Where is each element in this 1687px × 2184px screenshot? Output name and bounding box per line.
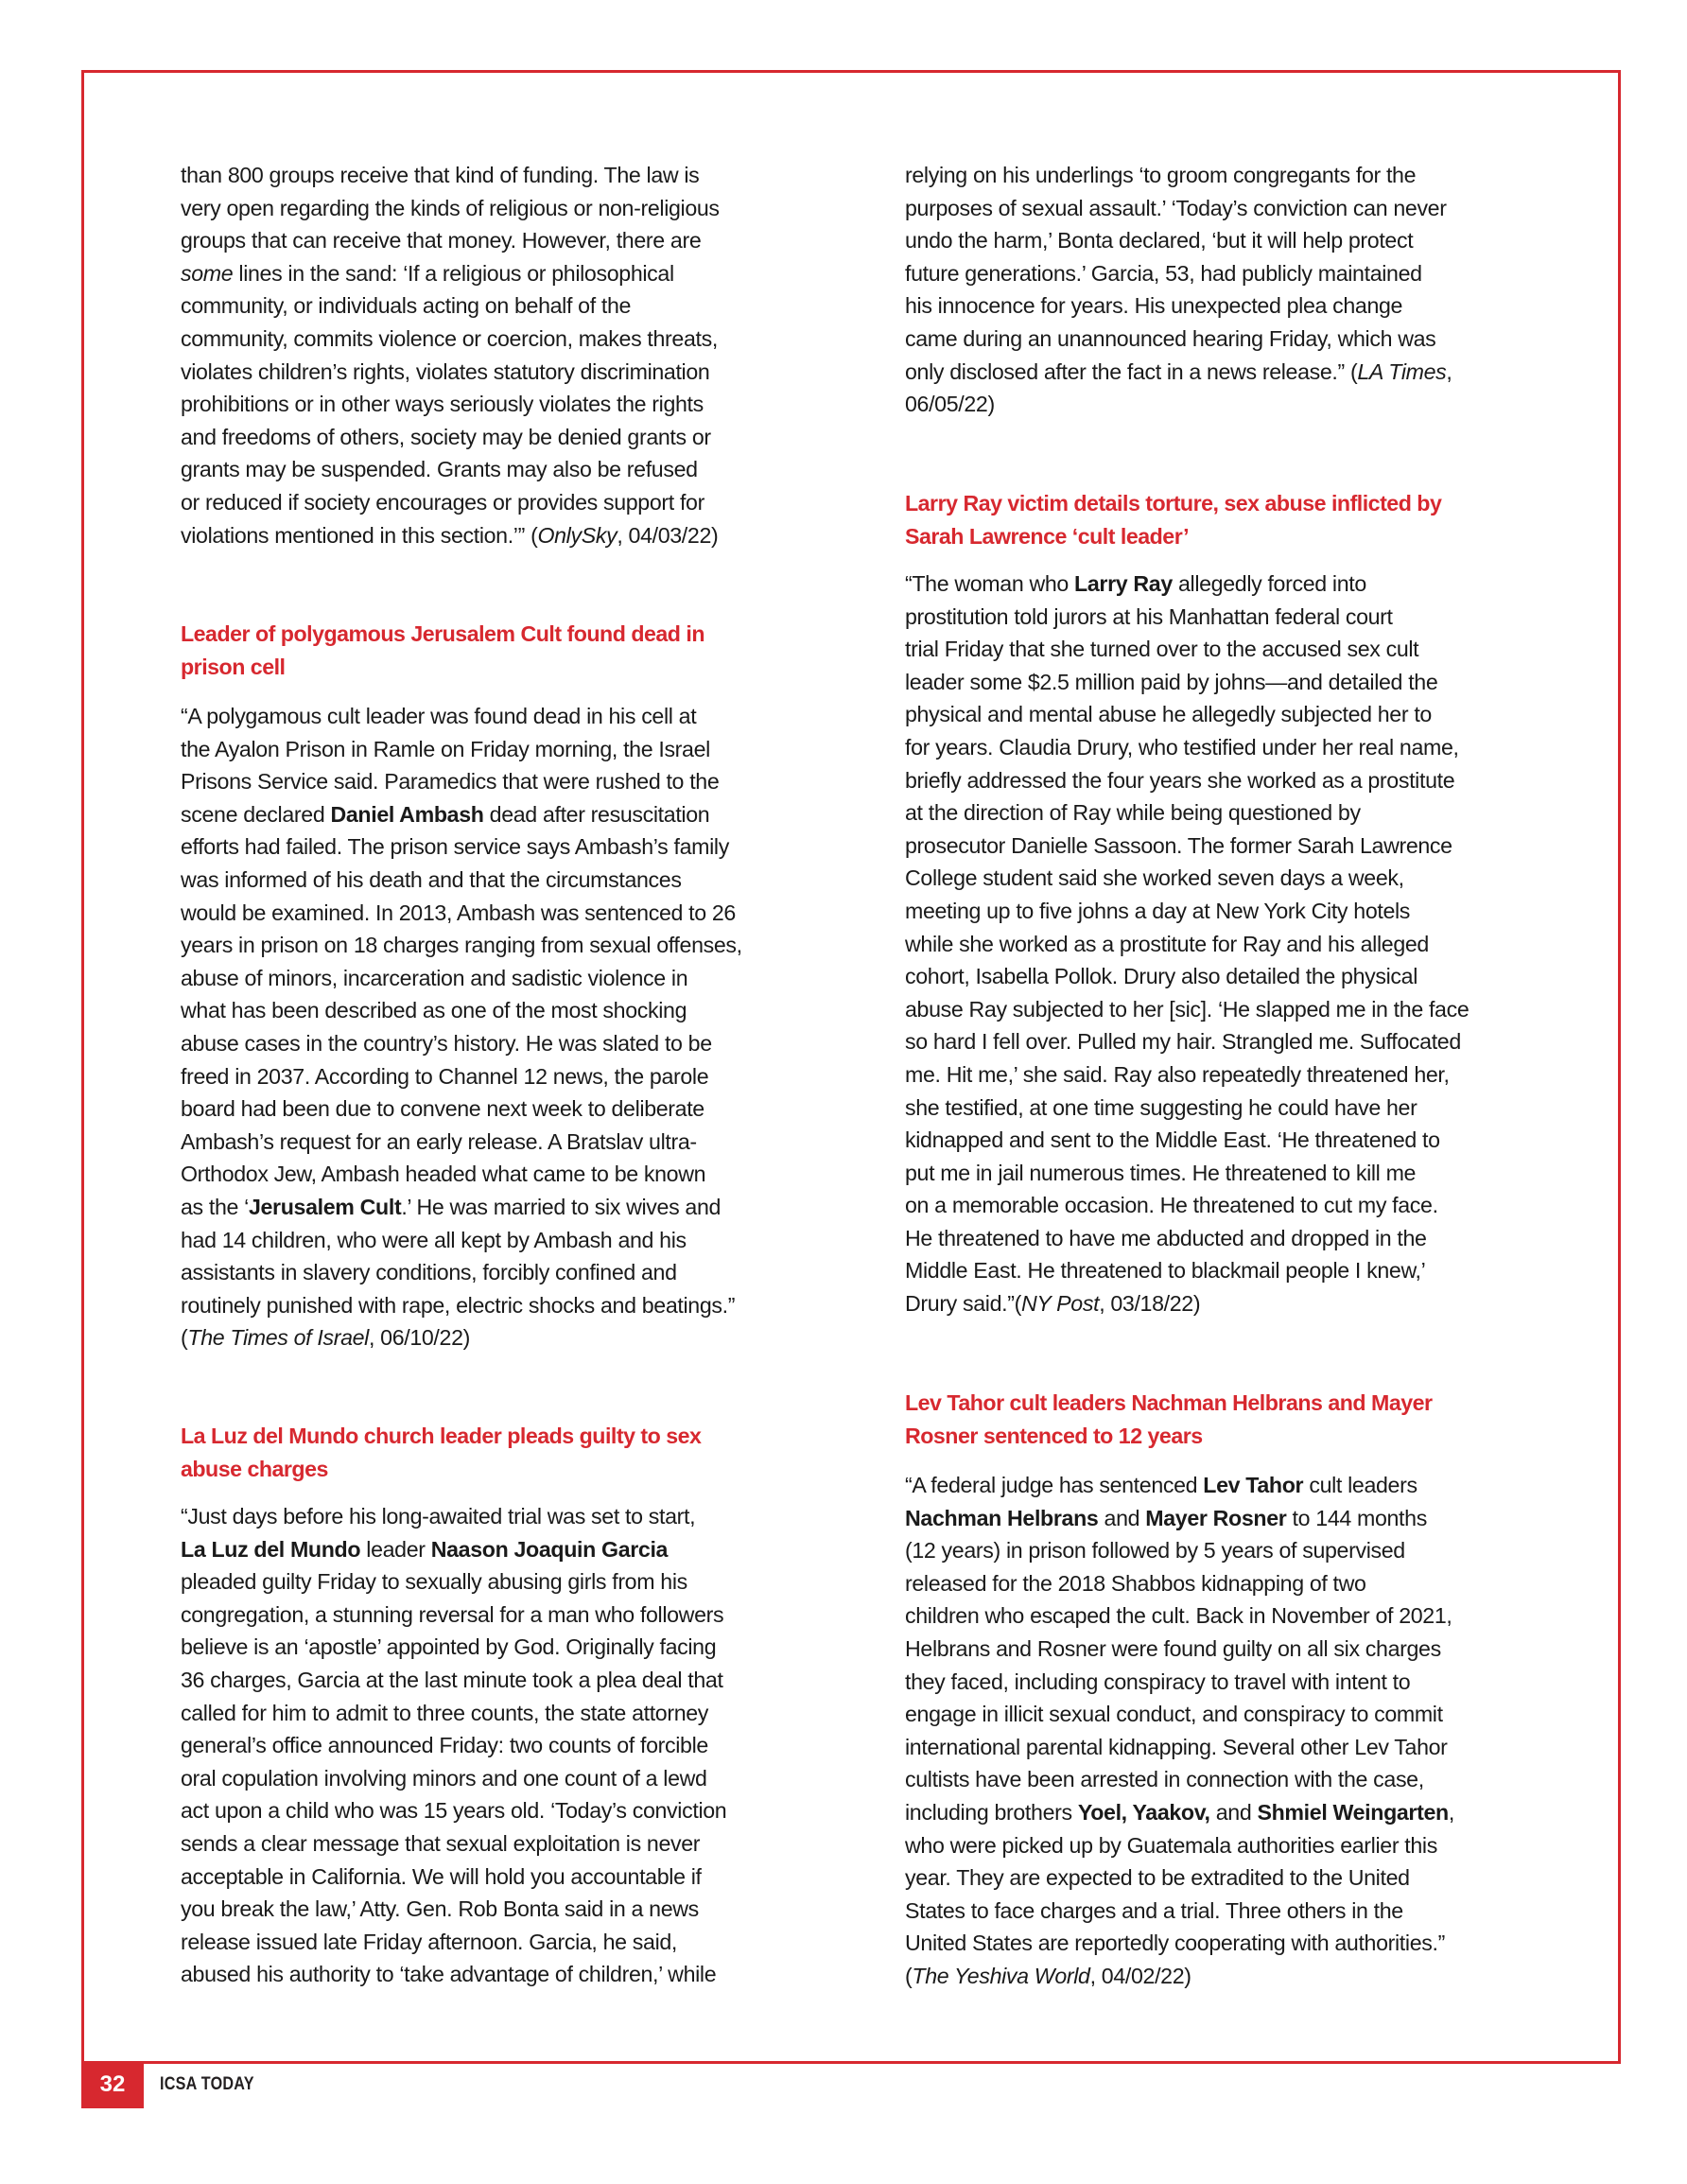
text-line [181,159,795,192]
text-line [181,1060,795,1093]
text-run: his innocence for years. His unexpected plea change [905,293,1403,319]
text-line [181,388,795,421]
bold-name: Jerusalem Cult [248,1194,402,1219]
text-run: Leader of polygamous Jerusalem Cult found dead in [181,621,704,646]
heading-line [905,1387,1520,1420]
bold-name: Yoel, Yaakov, [1077,1799,1210,1825]
text-run: briefly addressed the four years she worked as a prostitute [905,767,1455,793]
text-run: leader some $2.5 million paid by johns—and detailed the [905,669,1438,694]
text-run: allegedly forced into [1172,571,1366,596]
text-run: dead after resuscitation [483,801,710,827]
text-run: had 14 children, who were all kept by Ambash and his [181,1227,687,1252]
text-run: she testified, at one time suggesting he could have her [905,1094,1417,1120]
text-line [905,1698,1520,1731]
text-run: future generations.’ Garcia, 53, had publicly maintained [905,260,1422,286]
text-run: the Ayalon Prison in Ramle on Friday morning, the Israel [181,736,710,761]
text-run: who were picked up by Guatemala authorities earlier this [905,1832,1437,1858]
text-line [905,568,1520,601]
bold-name: Nachman Helbrans [905,1505,1099,1530]
heading-line [181,1453,795,1486]
text-run: , [1448,1799,1454,1825]
text-line [905,960,1520,993]
text-run: years in prison on 18 charges ranging from sexual offenses, [181,933,742,958]
text-run: and [1098,1505,1146,1530]
text-line [181,1958,795,1991]
text-run: put me in jail numerous times. He threatened to kill me [905,1160,1417,1185]
text-line [181,1631,795,1664]
text-line [905,731,1520,764]
text-run: “A polygamous cult leader was found dead in his cell at [181,704,697,728]
text-run: (12 years) in prison followed by 5 years of supervised [905,1538,1405,1564]
text-line [905,1254,1520,1287]
text-run: He threatened to have me abducted and dropped in the [905,1225,1427,1250]
text-line [905,1927,1520,1960]
text-line [181,1256,795,1289]
text-run: they faced, including conspiracy to travel with intent to [905,1669,1411,1694]
text-run: assistants in slavery conditions, forcibly confined and [181,1260,677,1285]
text-run: came during an unannounced hearing Friday, which was [905,325,1436,351]
text-line [905,224,1520,257]
text-run: undo the harm,’ Bonta declared, ‘but it will help protect [905,228,1414,253]
text-run: trial Friday that she turned over to the accused sex cult [905,637,1419,662]
text-line [181,798,795,831]
text-run: oral copulation involving minors and one count of a lewd [181,1765,707,1791]
text-run: , 04/03/22) [617,522,719,548]
text-line [905,1222,1520,1255]
text-run: .’ He was married to six wives and [401,1194,722,1219]
text-run: cohort, Isabella Pollok. Drury also detailed the physical [905,964,1417,989]
text-line [905,862,1520,895]
text-run: general’s office announced Friday: two counts of forcible [181,1733,708,1758]
text-line [905,1829,1520,1862]
text-line [905,1567,1520,1600]
heading-line [181,618,795,651]
text-run: scene declared [181,801,331,827]
text-line [905,1763,1520,1796]
heading-line [181,1420,795,1453]
text-run: international parental kidnapping. Several other Lev Tahor [905,1734,1448,1759]
text-run: on a memorable occasion. He threatened to cut my face. [905,1193,1438,1218]
bold-name: Daniel Ambash [330,801,484,827]
text-line [181,733,795,766]
italic-source: NY Post [1021,1291,1100,1317]
text-run: ( [905,1963,913,1988]
text-run: , 06/10/22) [368,1325,470,1351]
article-body-jerusalem-cult [181,700,795,1354]
text-run: physical and mental abuse he allegedly subjected her to [905,702,1432,727]
text-line [905,698,1520,731]
text-line [905,1469,1520,1502]
publication-title: ICSA TODAY [160,2074,254,2094]
text-line [905,1287,1520,1320]
text-line [181,1224,795,1257]
text-line [905,159,1520,192]
text-line [181,519,795,552]
text-run: “Just days before his long-awaited trial was set to start, [181,1504,696,1529]
text-line [905,289,1520,323]
italic-source: LA Times [1357,358,1447,384]
text-run: to 144 months [1286,1505,1427,1530]
text-run: freed in 2037. According to Channel 12 news, the parole [181,1063,709,1089]
text-line [181,897,795,930]
text-run: and [1209,1799,1258,1825]
text-line [905,1124,1520,1157]
text-run: me. Hit me,’ she said. Ray also repeatedly threatened her, [905,1061,1450,1087]
text-line [181,1827,795,1861]
text-run: abuse of minors, incarceration and sadistic violence in [181,965,688,990]
text-line [905,1092,1520,1125]
text-run: routinely punished with rape, electric shocks and beatings.” [181,1292,736,1318]
text-run: La Luz del Mundo church leader pleads guilty to sex [181,1424,702,1448]
text-line [905,1633,1520,1666]
article-continuation-body-la-luz [905,159,1520,421]
text-run: prostitution told jurors at his Manhattan federal court [905,603,1393,629]
text-run: sends a clear message that sexual exploitation is never [181,1830,701,1856]
text-run: abuse cases in the country’s history. He was slated to be [181,1030,712,1056]
text-line [181,864,795,897]
text-run: while she worked as a prostitute for Ray and his alleged [905,931,1429,956]
text-line [181,1158,795,1191]
text-line [181,1565,795,1599]
text-line [181,192,795,225]
text-run: congregation, a stunning reversal for a man who followers [181,1601,724,1627]
text-run: at the direction of Ray while being questioned by [905,800,1361,826]
bold-name: La Luz del Mundo [181,1536,361,1562]
text-line [181,1664,795,1697]
text-line [905,666,1520,699]
text-run: what has been described as one of the most shocking [181,998,687,1023]
text-line [181,1092,795,1126]
article-body-la-luz-del-mundo [181,1500,795,1991]
text-line [905,993,1520,1026]
text-run: abuse charges [181,1456,328,1481]
text-line [905,1960,1520,1993]
text-run: including brothers [905,1799,1078,1825]
italic-source: The Times of Israel [187,1325,369,1351]
text-line [905,323,1520,356]
article-heading-jerusalem-cult [181,618,795,683]
text-run: Drury said.”( [905,1291,1021,1317]
text-run: release issued late Friday afternoon. Garcia, he said, [181,1929,678,1954]
text-line [905,1025,1520,1058]
text-run: , 04/02/22) [1089,1963,1191,1988]
text-run: Rosner sentenced to 12 years [905,1423,1203,1448]
text-run: Sarah Lawrence ‘cult leader’ [905,523,1190,549]
text-run: you break the law,’ Atty. Gen. Rob Bonta said in a news [181,1896,699,1922]
text-run: pleaded guilty Friday to sexually abusing girls from his [181,1569,687,1595]
text-run: only disclosed after the fact in a news release.” ( [905,358,1358,384]
page-number-badge [81,2061,144,2108]
text-run: year. They are expected to be extradited to the United [905,1865,1410,1891]
text-line [181,1027,795,1060]
text-line [181,224,795,257]
page-number: 32 [99,2071,126,2097]
text-line [181,486,795,519]
heading-line [905,1420,1520,1453]
text-run: kidnapped and sent to the Middle East. ‘He threatened to [905,1127,1440,1153]
text-run: “A federal judge has sentenced [905,1473,1204,1497]
text-line [181,1321,795,1354]
text-run: than 800 groups receive that kind of funding. The law is [181,163,700,187]
text-line [181,929,795,962]
heading-line [905,487,1520,520]
text-line [181,1893,795,1926]
text-line [905,928,1520,961]
text-run: College student said she worked seven days a week, [905,865,1404,891]
text-run: , [1446,358,1452,384]
text-run: relying on his underlings ‘to groom congregants for the [905,163,1417,187]
text-line [181,257,795,290]
text-line [181,1861,795,1894]
text-line [905,388,1520,421]
article-continuation-body [181,159,795,551]
text-run: grants may be suspended. Grants may also be refused [181,457,698,482]
text-run: called for him to admit to three counts, the state attorney [181,1700,709,1725]
text-run: abuse Ray subjected to her [sic]. ‘He slapped me in the face [905,996,1470,1022]
text-run: United States are reportedly cooperating with authorities.” [905,1931,1445,1956]
heading-line [181,651,795,684]
text-run: so hard I fell over. Pulled my hair. Strangled me. Suffocated [905,1029,1461,1055]
text-line [181,1289,795,1322]
text-run: community, or individuals acting on behalf of the [181,293,632,319]
text-line [905,1599,1520,1633]
bold-name: Naason Joaquin Garcia [430,1536,669,1562]
text-line [905,633,1520,666]
text-run: Lev Tahor cult leaders Nachman Helbrans and Mayer [905,1390,1433,1415]
text-run: lines in the sand: ‘If a religious or philosophical [233,260,674,286]
text-line [181,1729,795,1762]
text-run: leader [360,1536,431,1562]
text-run: was informed of his death and that the circumstances [181,866,682,892]
text-line [905,601,1520,634]
text-line [905,1895,1520,1928]
text-run: prosecutor Danielle Sassoon. The former Sarah Lawrence [905,832,1452,858]
text-run: violations mentioned in this section.’” ( [181,522,538,548]
text-line [181,1926,795,1959]
text-run: , 03/18/22) [1099,1291,1201,1317]
text-run: Prisons Service said. Paramedics that were rushed to the [181,769,720,795]
text-line [905,257,1520,290]
article-body-larry-ray [905,568,1520,1320]
text-line [181,453,795,486]
text-run: prohibitions or in other ways seriously violates the rights [181,392,704,417]
text-line [905,796,1520,830]
text-run: cultists have been arrested in connection with the case, [905,1767,1424,1792]
text-run: Helbrans and Rosner were found guilty on all six charges [905,1635,1441,1661]
text-run: ( [181,1325,188,1351]
text-line [181,994,795,1027]
text-line [181,1599,795,1632]
text-line [905,1189,1520,1222]
text-line [905,356,1520,389]
bold-name: Larry Ray [1074,571,1173,596]
text-line [181,1533,795,1566]
text-line [181,356,795,389]
text-run: efforts had failed. The prison service says Ambash’s family [181,834,729,860]
article-heading-lev-tahor [905,1387,1520,1452]
text-run: believe is an ‘apostle’ appointed by God. Originally facing [181,1634,717,1660]
text-run: violates children’s rights, violates statutory discrimination [181,358,710,384]
text-run: Middle East. He threatened to blackmail people I knew,’ [905,1258,1426,1284]
text-run: for years. Claudia Drury, who testified under her real name, [905,734,1459,760]
italic-source: OnlySky [537,522,617,548]
text-run: released for the 2018 Shabbos kidnapping of two [905,1570,1366,1596]
text-run: engage in illicit sexual conduct, and conspiracy to commit [905,1702,1443,1727]
text-run: States to face charges and a trial. Three others in the [905,1897,1403,1923]
text-line [905,1534,1520,1567]
text-line [905,1502,1520,1535]
text-line [905,895,1520,928]
text-run: prison cell [181,654,286,679]
text-run: and freedoms of others, society may be denied grants or [181,424,711,449]
text-run: cult leaders [1303,1473,1417,1497]
text-run: board had been due to convene next week to deliberate [181,1096,704,1122]
text-run: community, commits violence or coercion, makes threats, [181,325,718,351]
text-line [181,962,795,995]
text-line [905,1058,1520,1092]
text-run: meeting up to five johns a day at New York City hotels [905,898,1411,923]
text-line [905,1666,1520,1699]
text-line [181,1126,795,1159]
text-line [905,1731,1520,1764]
text-line [905,830,1520,863]
italic-source: The Yeshiva World [912,1963,1090,1988]
bold-name: Shmiel Weingarten [1257,1799,1449,1825]
text-line [181,323,795,356]
text-run: purposes of sexual assault.’ ‘Today’s conviction can never [905,195,1447,220]
text-run: acceptable in California. We will hold you accountable if [181,1863,702,1889]
text-line [905,192,1520,225]
heading-line [905,520,1520,553]
text-run: groups that can receive that money. However, there are [181,228,702,253]
text-run: or reduced if society encourages or provides support for [181,489,704,515]
text-run: as the ‘ [181,1194,249,1219]
text-run: “The woman who [905,571,1075,596]
article-body-lev-tahor [905,1469,1520,1993]
text-line [181,700,795,733]
text-run: very open regarding the kinds of religious or non-religious [181,195,720,220]
text-line [905,1157,1520,1190]
text-line [181,1794,795,1827]
italic-source: some [181,260,234,286]
text-line [181,289,795,323]
bold-name: Mayer Rosner [1145,1505,1287,1530]
text-line [905,1796,1520,1829]
text-run: act upon a child who was 15 years old. ‘Today’s conviction [181,1798,727,1824]
text-run: would be examined. In 2013, Ambash was sentenced to 26 [181,900,736,925]
article-heading-la-luz-del-mundo [181,1420,795,1485]
text-run: children who escaped the cult. Back in November of 2021, [905,1603,1452,1629]
text-run: 36 charges, Garcia at the last minute took a plea deal that [181,1667,723,1692]
text-line [181,1762,795,1795]
text-line [181,1191,795,1224]
text-run: abused his authority to ‘take advantage of children,’ while [181,1962,717,1987]
article-heading-larry-ray [905,487,1520,552]
text-line [181,1697,795,1730]
text-line [181,765,795,798]
text-line [905,764,1520,797]
text-run: 06/05/22) [905,392,995,417]
bold-name: Lev Tahor [1203,1473,1304,1497]
text-line [181,1500,795,1533]
text-run: Ambash’s request for an early release. A Bratslav ultra- [181,1128,697,1154]
text-line [181,830,795,864]
text-line [905,1861,1520,1895]
text-line [181,421,795,454]
text-run: Larry Ray victim details torture, sex abuse inflicted by [905,491,1442,515]
text-run: Orthodox Jew, Ambash headed what came to be known [181,1162,706,1187]
